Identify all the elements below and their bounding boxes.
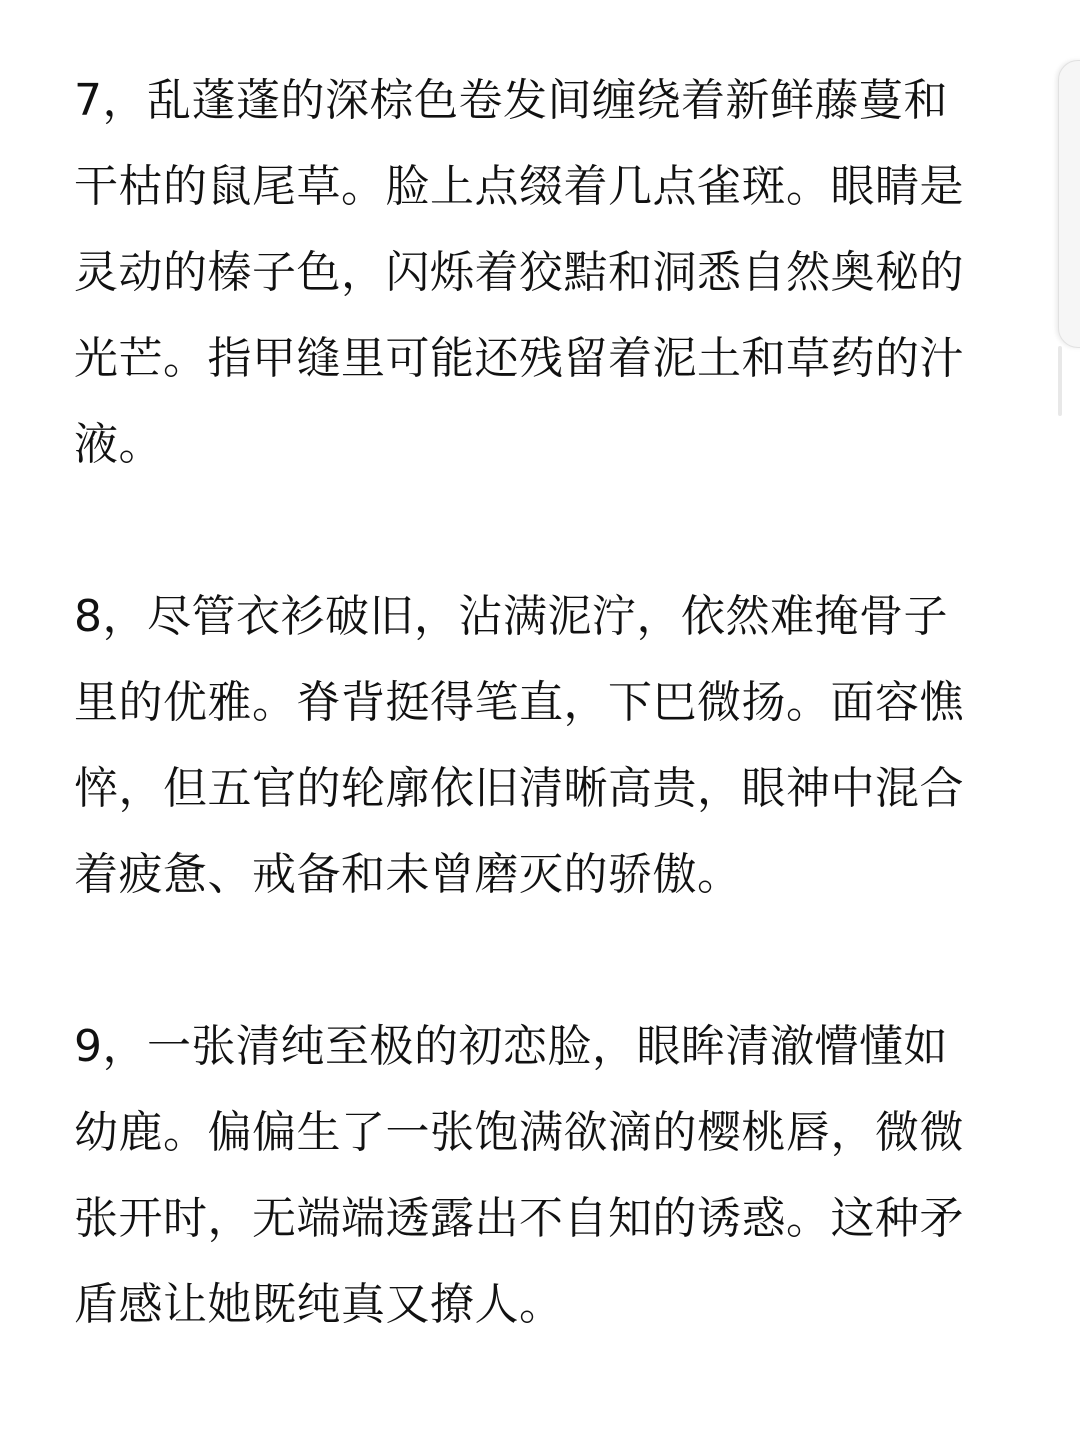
- paragraph-7: 7，乱蓬蓬的深棕色卷发间缠绕着新鲜藤蔓和干枯的鼠尾草。脸上点缀着几点雀斑。眼睛是灵动的榛子色，闪烁着狡黠和洞悉自然奥秘的光芒。指甲缝里可能还残留着泥土和草药的汁液。: [74, 75, 964, 470]
- paragraph-9: 9，一张清纯至极的初恋脸，眼眸清澈懵懂如幼鹿。偏偏生了一张饱满欲滴的樱桃唇，微微张开时，无端端透露出不自知的诱惑。这种矛盾感让她既纯真又撩人。: [74, 1021, 964, 1330]
- scrollbar-track[interactable]: [1058, 346, 1062, 416]
- article-body: [74, 58, 990, 1348]
- paragraph-8: 8，尽管衣衫破旧，沾满泥泞，依然难掩骨子里的优雅。脊背挺得笔直，下巴微扬。面容憔悴，但五官的轮廓依旧清晰高贵，眼神中混合着疲惫、戒备和未曾磨灭的骄傲。: [74, 591, 964, 900]
- scrollbar-handle[interactable]: [1058, 60, 1080, 348]
